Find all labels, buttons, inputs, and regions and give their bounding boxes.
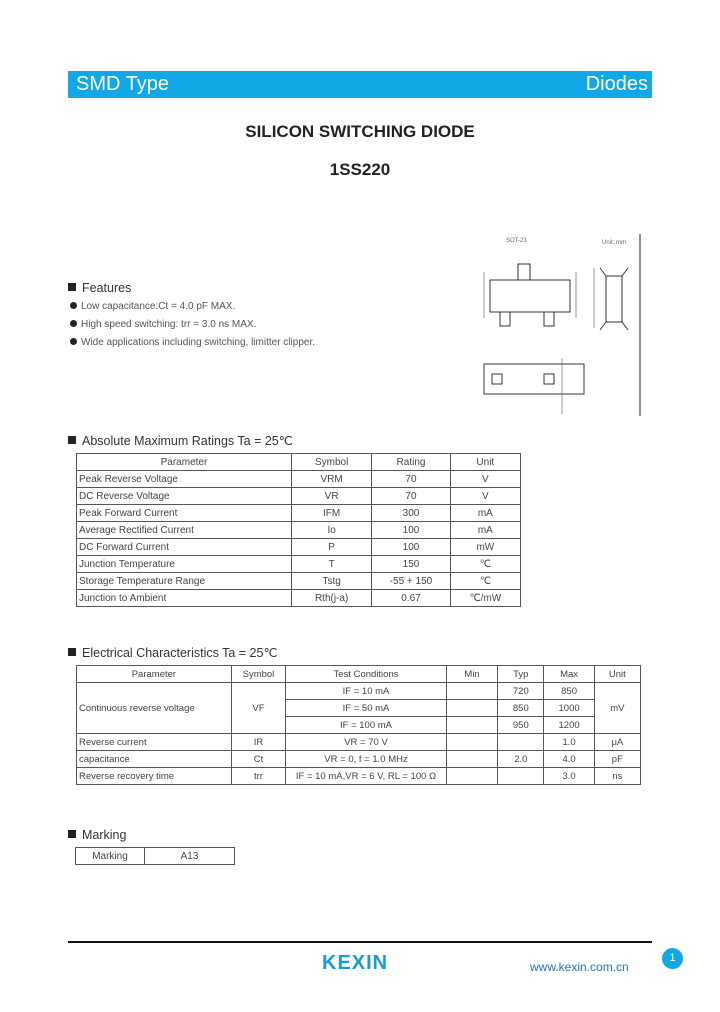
cell-unit: mV bbox=[594, 683, 640, 734]
cell-unit: ℃ bbox=[450, 573, 520, 590]
cell-max: 4.0 bbox=[544, 751, 594, 768]
bullet-square-icon bbox=[68, 283, 76, 291]
header-bar bbox=[68, 71, 652, 98]
cell-typ bbox=[498, 768, 544, 785]
cell-rating: 100 bbox=[372, 539, 450, 556]
cell-max: 1.0 bbox=[544, 734, 594, 751]
cell-unit: mW bbox=[450, 539, 520, 556]
package-drawing bbox=[476, 228, 642, 418]
table-header: Rating bbox=[372, 454, 450, 471]
package-unit: Unit: mm bbox=[602, 240, 626, 246]
table-header: Max bbox=[544, 666, 594, 683]
cell-rating: 0.67 bbox=[372, 590, 450, 607]
cell-typ: 950 bbox=[498, 717, 544, 734]
cell-unit: ns bbox=[594, 768, 640, 785]
cell-symbol: VF bbox=[231, 683, 285, 734]
table-row bbox=[77, 488, 521, 505]
cell-rating: 70 bbox=[372, 488, 450, 505]
part-number: 1SS220 bbox=[329, 160, 391, 179]
cell-symbol: IFM bbox=[291, 505, 371, 522]
page-title: SILICON SWITCHING DIODE bbox=[245, 122, 475, 141]
cell-parameter: Peak Forward Current bbox=[77, 505, 292, 522]
table-row bbox=[77, 734, 641, 751]
table-header: Unit bbox=[594, 666, 640, 683]
cell-rating: 150 bbox=[372, 556, 450, 573]
cell-unit: mA bbox=[450, 522, 520, 539]
cell-parameter: Average Rectified Current bbox=[77, 522, 292, 539]
elec-table bbox=[76, 665, 641, 785]
cell-symbol: Tstg bbox=[291, 573, 371, 590]
cell-parameter: capacitance bbox=[77, 751, 232, 768]
table-row bbox=[77, 539, 521, 556]
cell-symbol: P bbox=[291, 539, 371, 556]
cell-condition: IF = 10 mA bbox=[286, 683, 447, 700]
cell-symbol: trr bbox=[231, 768, 285, 785]
cell-parameter: DC Reverse Voltage bbox=[77, 488, 292, 505]
marking-value: A13 bbox=[145, 848, 235, 865]
cell-condition: IF = 10 mA,VR = 6 V, RL = 100 Ω bbox=[286, 768, 447, 785]
company-logo: KEXIN bbox=[322, 952, 389, 974]
cell-parameter: DC Forward Current bbox=[77, 539, 292, 556]
table-header: Min bbox=[446, 666, 497, 683]
cell-rating: -55 + 150 bbox=[372, 573, 450, 590]
cell-max: 3.0 bbox=[544, 768, 594, 785]
bullet-square-icon bbox=[68, 648, 76, 656]
cell-symbol: Ct bbox=[231, 751, 285, 768]
cell-unit: V bbox=[450, 471, 520, 488]
bullet-square-icon bbox=[68, 436, 76, 444]
cell-rating: 300 bbox=[372, 505, 450, 522]
cell-symbol: T bbox=[291, 556, 371, 573]
cell-condition: IF = 100 mA bbox=[286, 717, 447, 734]
cell-rating: 70 bbox=[372, 471, 450, 488]
cell-unit: mA bbox=[450, 505, 520, 522]
table-row bbox=[77, 590, 521, 607]
feature-item: High speed switching: trr = 3.0 ns MAX. bbox=[70, 319, 256, 330]
abs-max-heading: Absolute Maximum Ratings Ta = 25℃ bbox=[68, 433, 293, 448]
table-header: Test Conditions bbox=[286, 666, 447, 683]
cell-unit: ℃/mW bbox=[450, 590, 520, 607]
table-row bbox=[77, 556, 521, 573]
cell-symbol: VRM bbox=[291, 471, 371, 488]
table-row bbox=[77, 522, 521, 539]
cell-parameter: Peak Reverse Voltage bbox=[77, 471, 292, 488]
table-header: Parameter bbox=[77, 454, 292, 471]
elec-heading: Electrical Characteristics Ta = 25℃ bbox=[68, 645, 277, 660]
bullet-square-icon bbox=[68, 830, 76, 838]
cell-rating: 100 bbox=[372, 522, 450, 539]
abs-max-table bbox=[76, 453, 521, 607]
company-url[interactable]: www.kexin.com.cn bbox=[530, 960, 629, 974]
table-row bbox=[77, 573, 521, 590]
cell-max: 1200 bbox=[544, 717, 594, 734]
header-category: SMD Type bbox=[76, 73, 169, 95]
bullet-dot-icon bbox=[70, 338, 77, 345]
cell-unit: ℃ bbox=[450, 556, 520, 573]
cell-typ: 850 bbox=[498, 700, 544, 717]
cell-symbol: IR bbox=[231, 734, 285, 751]
cell-typ bbox=[498, 734, 544, 751]
table-row bbox=[77, 505, 521, 522]
table-header-row bbox=[77, 454, 521, 471]
cell-parameter: Junction Temperature bbox=[77, 556, 292, 573]
table-header: Symbol bbox=[231, 666, 285, 683]
cell-parameter: Continuous reverse voltage bbox=[77, 683, 232, 734]
cell-typ: 720 bbox=[498, 683, 544, 700]
table-header: Symbol bbox=[291, 454, 371, 471]
cell-parameter: Junction to Ambient bbox=[77, 590, 292, 607]
bullet-dot-icon bbox=[70, 320, 77, 327]
cell-typ: 2.0 bbox=[498, 751, 544, 768]
marking-table bbox=[75, 847, 235, 865]
cell-condition: IF = 50 mA bbox=[286, 700, 447, 717]
cell-min bbox=[446, 734, 497, 751]
cell-condition: VR = 0, f = 1.0 MHz bbox=[286, 751, 447, 768]
cell-max: 850 bbox=[544, 683, 594, 700]
table-row bbox=[77, 471, 521, 488]
header-type: Diodes bbox=[585, 73, 648, 95]
table-header: Unit bbox=[450, 454, 520, 471]
cell-symbol: Rth(j-a) bbox=[291, 590, 371, 607]
marking-label: Marking bbox=[76, 848, 145, 865]
feature-item: Wide applications including switching, limitter clipper. bbox=[70, 337, 315, 348]
cell-symbol: VR bbox=[291, 488, 371, 505]
cell-parameter: Reverse recovery time bbox=[77, 768, 232, 785]
cell-condition: VR = 70 V bbox=[286, 734, 447, 751]
table-row bbox=[76, 848, 235, 865]
feature-item: Low capacitance:Ct = 4.0 pF MAX. bbox=[70, 301, 235, 312]
features-heading: Features bbox=[68, 281, 131, 295]
cell-unit: μA bbox=[594, 734, 640, 751]
marking-heading: Marking bbox=[68, 828, 126, 842]
bullet-dot-icon bbox=[70, 302, 77, 309]
cell-min bbox=[446, 717, 497, 734]
table-header-row bbox=[77, 666, 641, 683]
table-row bbox=[77, 751, 641, 768]
cell-max: 1000 bbox=[544, 700, 594, 717]
cell-parameter: Reverse current bbox=[77, 734, 232, 751]
table-row bbox=[77, 768, 641, 785]
cell-parameter: Storage Temperature Range bbox=[77, 573, 292, 590]
page-number: 1 bbox=[662, 948, 683, 969]
cell-unit: pF bbox=[594, 751, 640, 768]
cell-unit: V bbox=[450, 488, 520, 505]
cell-min bbox=[446, 700, 497, 717]
footer-divider bbox=[68, 941, 652, 943]
cell-min bbox=[446, 768, 497, 785]
cell-min bbox=[446, 683, 497, 700]
table-header: Typ bbox=[498, 666, 544, 683]
table-header: Parameter bbox=[77, 666, 232, 683]
cell-min bbox=[446, 751, 497, 768]
cell-symbol: Io bbox=[291, 522, 371, 539]
table-row bbox=[77, 683, 641, 700]
package-name: SOT-23 bbox=[506, 238, 527, 244]
